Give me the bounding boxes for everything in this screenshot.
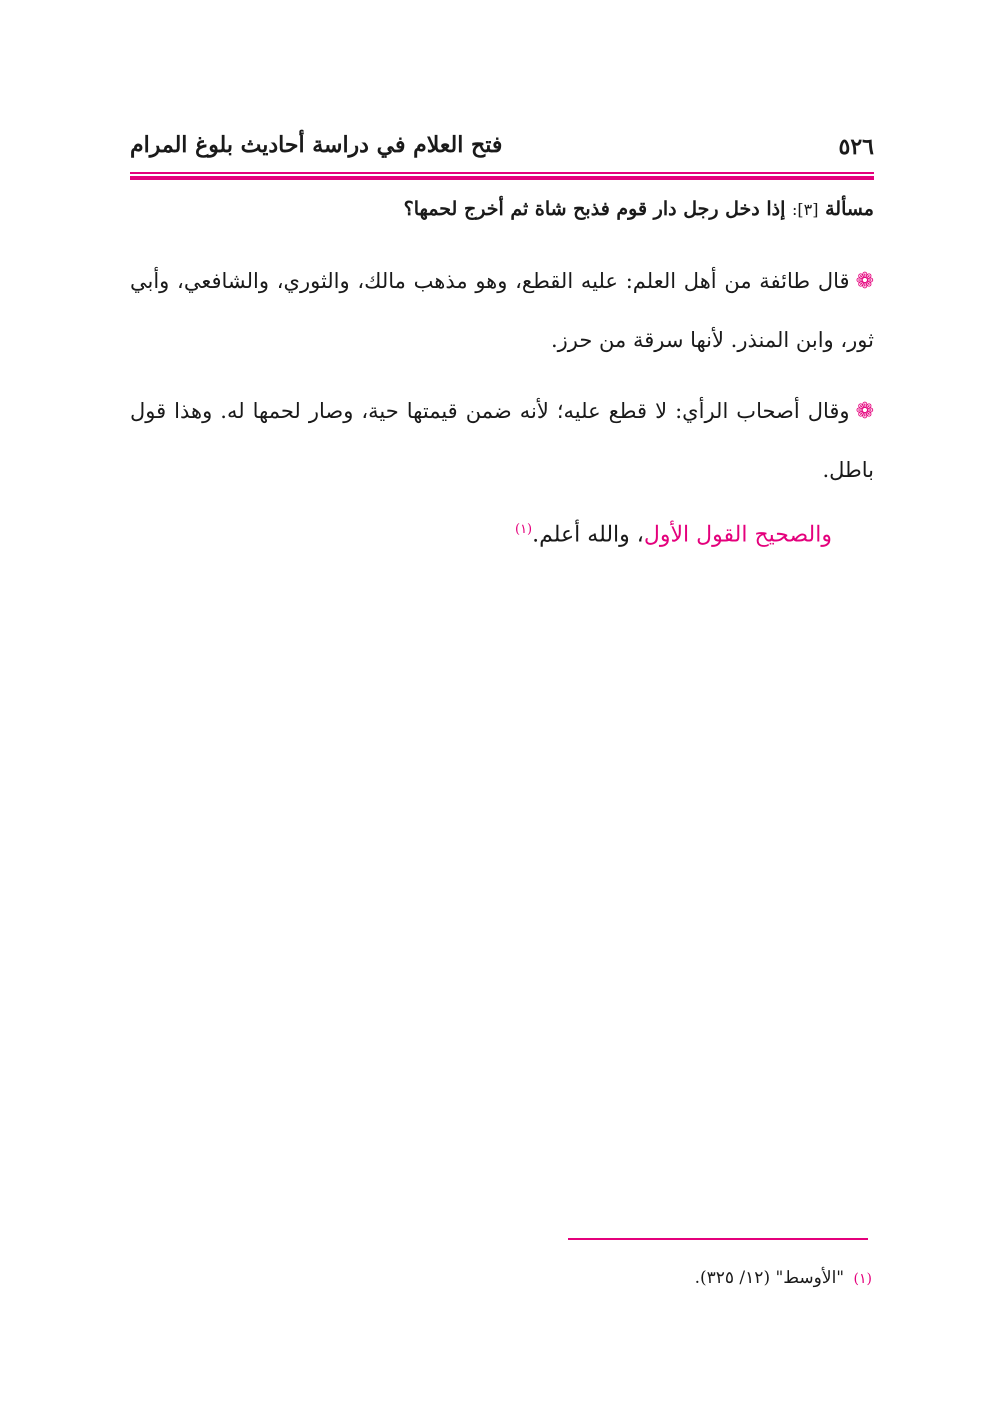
header-rule-thin (130, 172, 874, 174)
issue-question: إذا دخل رجل دار قوم فذبح شاة ثم أخرج لحمها؟ (403, 198, 786, 220)
issue-heading (404, 198, 874, 220)
paragraph-text: وقال أصحاب الرأي: لا قطع عليه؛ لأنه ضمن قيمتها حية، وصار لحمها له. وهذا قول باطل. (130, 399, 874, 482)
page-number: ٥٢٦ (838, 134, 874, 160)
footnote-reference[interactable]: (١) (514, 522, 533, 537)
paragraph-first-opinion (130, 252, 874, 369)
conclusion-rest: ، والله أعلم. (532, 522, 644, 548)
conclusion (515, 522, 832, 547)
footnote-text: "الأوسط" (١٢/ ٣٢٥). (694, 1268, 845, 1288)
header-rule-thick (130, 176, 874, 180)
footnote (695, 1268, 872, 1288)
footnote-number: (١) (853, 1271, 872, 1287)
page-header (130, 128, 874, 168)
flower-ornament-icon: ❁ (855, 269, 874, 294)
paragraph-second-opinion (130, 382, 874, 499)
conclusion-highlight: والصحيح القول الأول (643, 522, 832, 548)
running-title: فتح العلام في دراسة أحاديث بلوغ المرام (130, 132, 503, 158)
issue-label: مسألة (825, 198, 874, 220)
paragraph-text: قال طائفة من أهل العلم: عليه القطع، وهو مذهب مالك، والثوري، والشافعي، وأبي ثور، وابن المنذر. لأنها سرقة من حرز. (130, 269, 874, 352)
flower-ornament-icon: ❁ (855, 399, 874, 424)
footnote-separator (568, 1238, 868, 1240)
issue-number: [٣]: (791, 200, 819, 219)
